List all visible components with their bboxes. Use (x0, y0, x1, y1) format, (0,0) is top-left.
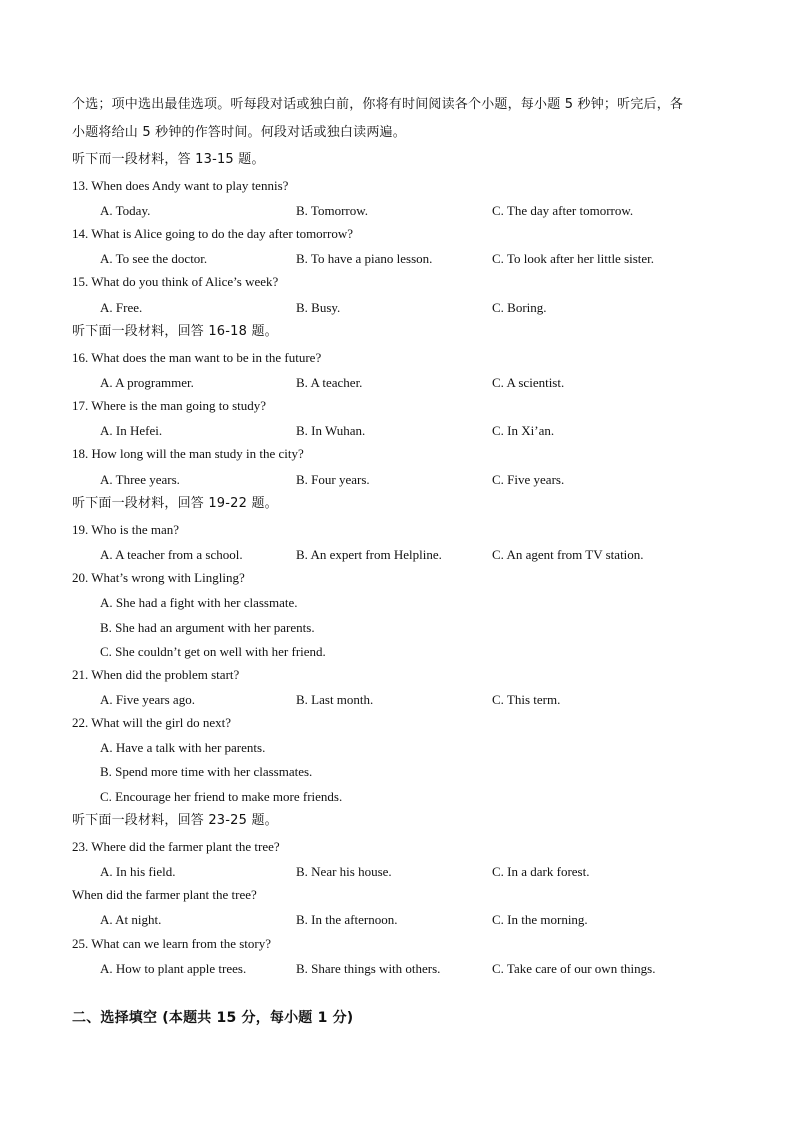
option-13-a: A. Today. (100, 203, 151, 218)
option-17-b: B. In Wuhan. (296, 423, 366, 438)
option-15-a: A. Free. (100, 300, 143, 315)
section-label: 听下面一段材料，回答 23-25 题。 (72, 813, 278, 828)
option-23-a: A. In his field. (100, 864, 176, 879)
option-14-b: B. To have a piano lesson. (296, 251, 433, 266)
section-heading: 二、选择填空 (本题共 15 分，每小题 1 分) (72, 1010, 354, 1026)
option-13-c: C. The day after tomorrow. (492, 203, 634, 218)
intro-line-1: 个选；项中选出最佳选项。听每段对话或独白前，你将有时间阅读各个小题，每小题 5 秒钟；听完后，各 (72, 97, 684, 112)
option-24-c: C. In the morning. (492, 912, 588, 927)
question-20: 20. What’s wrong with Lingling? (72, 570, 245, 585)
question-16: 16. What does the man want to be in the future? (72, 350, 322, 365)
option-15-c: C. Boring. (492, 300, 547, 315)
option-21-b: B. Last month. (296, 692, 374, 707)
question-23: 23. Where did the farmer plant the tree? (72, 839, 280, 854)
option-21-a: A. Five years ago. (100, 692, 195, 707)
option-22-b: B. Spend more time with her classmates. (100, 764, 313, 779)
option-24-b: B. In the afternoon. (296, 912, 398, 927)
option-16-b: B. A teacher. (296, 375, 363, 390)
option-17-c: C. In Xi’an. (492, 423, 555, 438)
option-23-b: B. Near his house. (296, 864, 392, 879)
option-21-c: C. This term. (492, 692, 561, 707)
question-14: 14. What is Alice going to do the day after tomorrow? (72, 226, 353, 241)
option-13-b: B. Tomorrow. (296, 203, 369, 218)
intro-line-2: 小题将给山 5 秒钟的作答时间。何段对话或独白读两遍。 (72, 125, 406, 140)
section-label: 听下面一段材料，回答 19-22 题。 (72, 496, 278, 511)
option-18-b: B. Four years. (296, 472, 370, 487)
question-15: 15. What do you think of Alice’s week? (72, 274, 279, 289)
option-23-c: C. In a dark forest. (492, 864, 590, 879)
option-16-c: C. A scientist. (492, 375, 565, 390)
option-19-a: A. A teacher from a school. (100, 547, 243, 562)
question-24: When did the farmer plant the tree? (72, 887, 257, 902)
option-24-a: A. At night. (100, 912, 162, 927)
question-17: 17. Where is the man going to study? (72, 398, 267, 413)
option-20-b: B. She had an argument with her parents. (100, 620, 315, 635)
option-15-b: B. Busy. (296, 300, 341, 315)
question-18: 18. How long will the man study in the city? (72, 446, 304, 461)
section-label: 听下面一段材料，回答 16-18 题。 (72, 324, 278, 339)
option-19-b: B. An expert from Helpline. (296, 547, 442, 562)
question-13: 13. When does Andy want to play tennis? (72, 178, 289, 193)
option-20-c: C. She couldn’t get on well with her friend. (100, 644, 326, 659)
option-14-a: A. To see the doctor. (100, 251, 208, 266)
question-22: 22. What will the girl do next? (72, 715, 231, 730)
question-21: 21. When did the problem start? (72, 667, 240, 682)
option-25-c: C. Take care of our own things. (492, 961, 656, 976)
question-25: 25. What can we learn from the story? (72, 936, 272, 951)
option-25-b: B. Share things with others. (296, 961, 441, 976)
option-14-c: C. To look after her little sister. (492, 251, 655, 266)
option-19-c: C. An agent from TV station. (492, 547, 644, 562)
option-22-c: C. Encourage her friend to make more friends. (100, 789, 343, 804)
option-20-a: A. She had a fight with her classmate. (100, 595, 298, 610)
option-16-a: A. A programmer. (100, 375, 194, 390)
option-22-a: A. Have a talk with her parents. (100, 740, 266, 755)
section-label: 听下而一段材料，答 13-15 题。 (72, 152, 265, 167)
question-19: 19. Who is the man? (72, 522, 179, 537)
option-17-a: A. In Hefei. (100, 423, 163, 438)
option-25-a: A. How to plant apple trees. (100, 961, 247, 976)
option-18-a: A. Three years. (100, 472, 180, 487)
option-18-c: C. Five years. (492, 472, 565, 487)
